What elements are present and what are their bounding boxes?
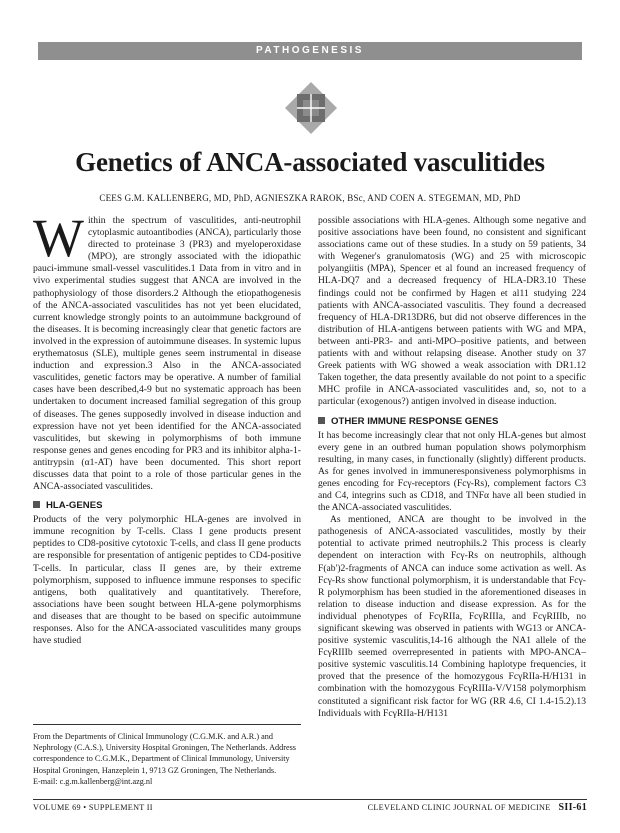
drop-cap: W [33, 208, 84, 268]
section-banner [38, 42, 582, 60]
immune-paragraph-2: As mentioned, ANCA are thought to be involved in the pathogenesis of ANCA-associated vasculitides, mostly by their potential to activate primed neutrophils.2 This process is clearly dependent on interaction with Fcγ-Rs on neutrophils, although F(ab')2-fragments of ANCA can induce some activation as well. As Fcγ-Rs show functional polymorphism, it is understandable that Fcγ-R polymorphism has been studied in the aforementioned diseases in relation to disease induction and disease expression. As for the individual phenotypes of FcγRIIa, FcγRIIIa, and FcγRIIIb, no significant skewing was observed in patients with WG13 or ANCA-positive systemic vasculitis,14-16 although the NA1 allele of the FcγRIIIb seemed overrepresented in patients with MPO-ANCA–positive systemic vasculitis.14 Combining haplotype frequencies, it proved that the presence of the homozygous FcγRIIa-H/H131 in combination with the homozygous FcγRIIIa-V/V158 polymorphism constituted a significant risk factor for WG (RR 4.6, CI 1.4-15.2).13 Individuals with FcγRIIa-H/H131 [318, 514, 586, 719]
left-column [33, 208, 301, 647]
section-label: PATHOGENESIS [256, 45, 364, 56]
intro-text: ithin the spectrum of vasculitides, anti-neutrophil cytoplasmic autoantibodies (ANCA), particularly those directed to proteinase 3 (PR3) and myeloperoxidase (MPO), are strongly associated with the idiopathic pauci-immune small-vessel vasculitides.1 Data from in vitro and in vivo experimental studies suggest that ANCA are involved in the pathophysiology of those disorders.2 Although the etiopathogenesis of the ANCA-associated vasculitides has not yet been elucidated, current knowledge strongly points to an autoimmune background of the diseases. It is becoming increasingly clear that genetic factors are involved in the expression of autoimmune diseases. In systemic lupus erythematosus (SLE), multiple genes seem instrumental in disease induction and expression.3 Also in the ANCA-associated vasculitides, genetic factors may be operative. A number of familial cases have been described,4-9 but no systematic approach has been undertaken to document increased familial segregation of this group of diseases. The genes supposedly involved in disease induction and expression have not yet been identified for the ANCA-associated vasculitides, but skewing in polymorphisms of both immune response genes and genes encoding for PR3 and its inhibitor alpha-1-antitrypsin (α1-AT) have been documented. This short report discusses data that point to a role of those particular genes in the ANCA-associated vasculitides. [33, 215, 301, 493]
author-list: CEES G.M. KALLENBERG, MD, PhD, AGNIESZKA RAROK, BSc, AND COEN A. STEGEMAN, MD, PhD [99, 193, 521, 203]
journal-name: CLEVELAND CLINIC JOURNAL OF MEDICINE [367, 803, 551, 812]
section-bullet-icon [318, 417, 325, 424]
immune-paragraph-1: It has become increasingly clear that not only HLA-genes but almost every gene in an outbred human population shows polymorphism resulting, in many cases, in functionally (slightly) different products. As for genes involved in immuneresponsiveness polymorphisms in genes encoding for Fcγ-receptors (Fcγ-Rs), complement factors C3 and C4, integrins such as CD18, and TNFα have all been studied in the ANCA-associated vasculitides. [318, 429, 586, 514]
section-heading-hla: HLA-GENES [33, 500, 301, 512]
footer-divider [33, 799, 587, 800]
intro-paragraph [33, 208, 301, 493]
correspondence-email: E-mail: c.g.m.kallenberg@int.azg.nl [33, 776, 153, 786]
footer-journal [368, 802, 587, 813]
section-bullet-icon [33, 501, 40, 508]
hla-paragraph: Products of the very polymorphic HLA-genes are involved in immune recognition by T-cells. Class I gene products present peptides to CD8-positive cytotoxic T-cells, and class II gene products are responsible for presentation of antigenic peptides to CD4-positive T-cells. In particular, class II genes are, by their extreme polymorphism, supposed to influence immune responses to specific antigens, both qualitatively and quantitatively. Therefore, associations have been sought between HLA-gene polymorphisms and diseases that are thought to be based on specific autoimmune responses. Also for the ANCA-associated vasculitides many groups have studied [33, 514, 301, 647]
affiliation-text: From the Departments of Clinical Immunology (C.G.M.K. and A.R.) and Nephrology (C.A.S.), University Hospital Groningen, The Netherlands. Address correspondence to C.G.M.K., Department of Clinical Immunology, University Hospital Groningen, Hanzeplein 1, 9713 GZ Groningen, The Netherlands. [33, 732, 296, 775]
affiliation-footnote [33, 724, 301, 787]
article-title: Genetics of ANCA-associated vasculitides [75, 147, 545, 177]
section-heading-immune: OTHER IMMUNE RESPONSE GENES [318, 416, 586, 428]
hla-continued-paragraph: possible associations with HLA-genes. Although some negative and positive associations have been found, no consistent and significant associations came out of these studies. In a study on 59 patients, 34 with Wegener's granulomatosis (WG) and 25 with microscopic polyangiitis (MPA), Spencer et al found an increased frequency of HLA-DQ7 and a decreased frequency of HLA-DR3.10 These findings could not be confirmed by Hagen et al11 studying 224 patients with ANCA-associated vasculitis. They found a decreased frequency of HLA-DR13DR6, but did not observe differences in the distribution of HLA-antigens between patients with WG and MPA, between anti-PR3- and anti-MPO–positive patients, and between patients with and without relapsing disease. Another study on 37 Greek patients with WG showed a weak association with DR1.12 Taken together, the data presently available do not point to a specific MHC profile in ANCA-associated vasculitides and, so, not to a particular (exogenous?) antigen involved in disease induction. [318, 215, 586, 408]
footer-volume: VOLUME 69 • SUPPLEMENT II [33, 803, 153, 812]
journal-logo-icon [283, 80, 339, 136]
page-number: SII-61 [558, 802, 587, 813]
right-column [318, 215, 586, 720]
